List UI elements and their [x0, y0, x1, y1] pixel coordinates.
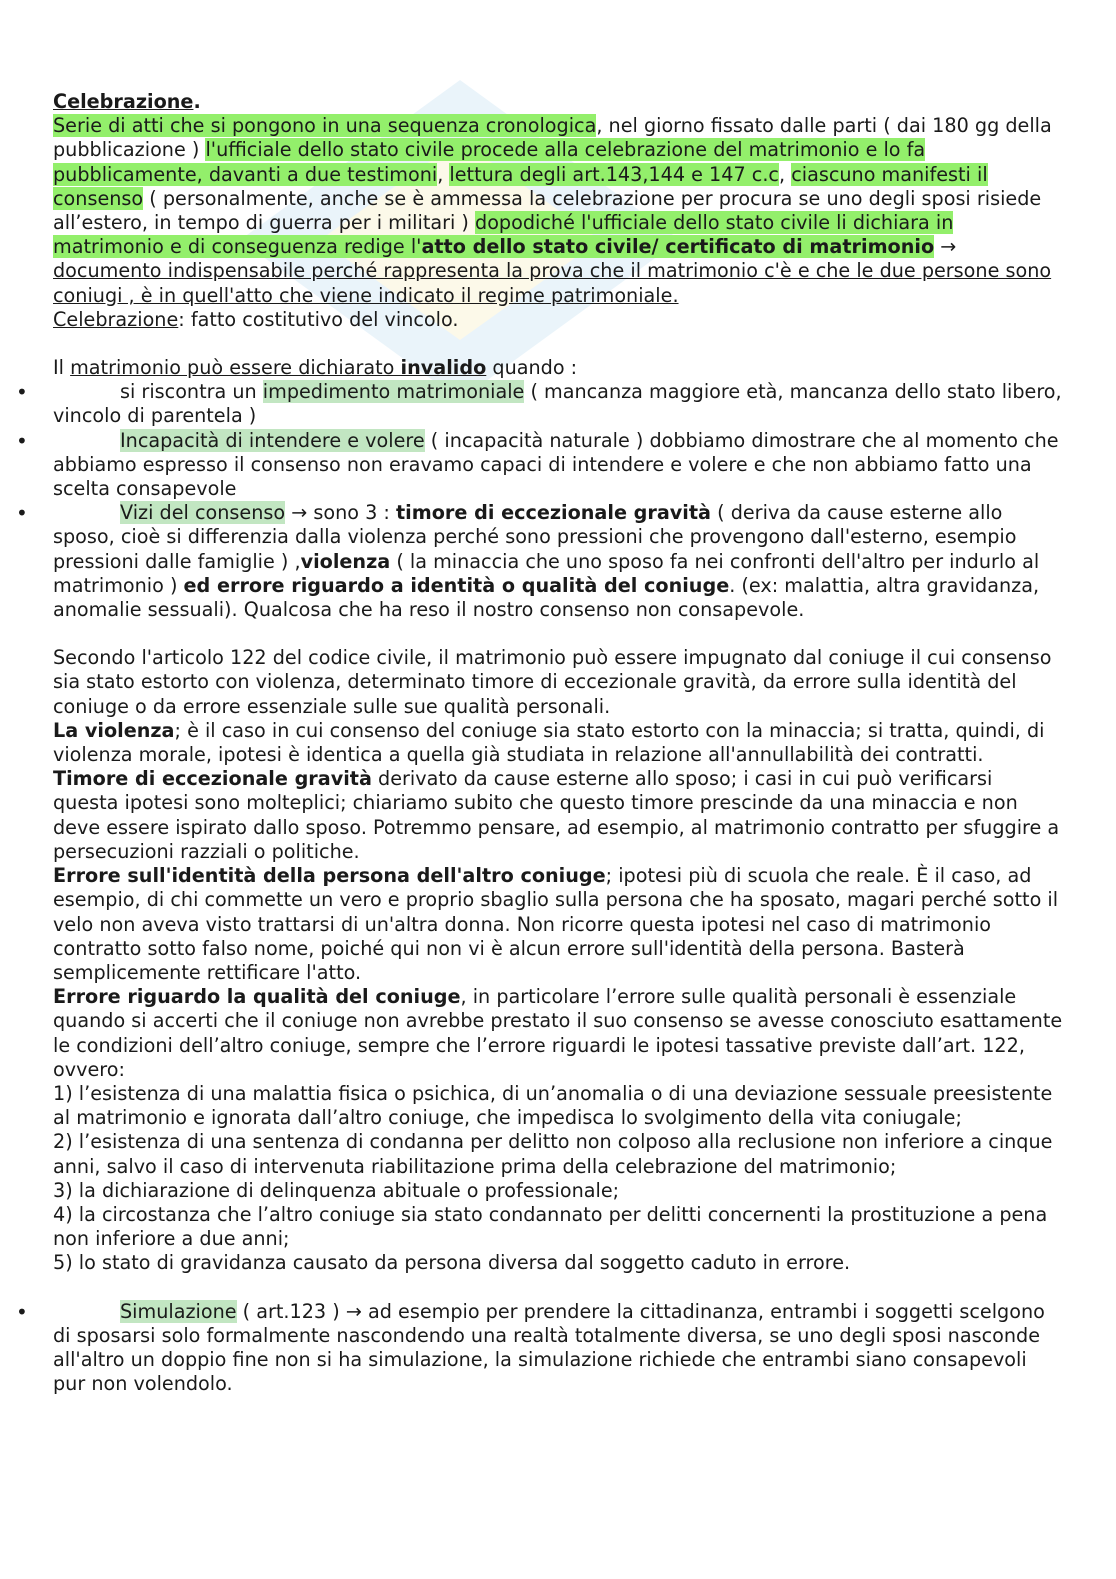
- list-item: 5) lo stato di gravidanza causato da persona diversa dal soggetto caduto in errore.: [53, 1251, 851, 1275]
- bullet-item: • Simulazione ( art.123 ) → ad esempio per prendere la cittadinanza, entrambi i soggetti scelgono di sposarsi solo formalmente nascondendo una realtà totalmente diversa, se uno degli sposi nasconde all'altro un doppio fine non si ha simulazione, la simulazione richiede che entrambi siano consapevoli pur non volendolo.: [16, 1299, 1045, 1396]
- highlight: Simulazione: [120, 1299, 237, 1323]
- list-item: 3) la dichiarazione di delinquenza abituale o professionale;: [53, 1178, 620, 1202]
- paragraph-timore: Timore di eccezionale gravità derivato da cause esterne allo sposo; i casi in cui può verificarsi questa ipotesi sono molteplici; chiariamo subito che questo timore prescinde da una minaccia e non deve essere ispirato dallo sposo. Potremmo pensare, ad esempio, al matrimonio contratto per sfuggire a persecuzioni razziali o politiche.: [53, 767, 1060, 863]
- bullet-icon: •: [16, 1299, 28, 1324]
- bullet-item: • si riscontra un impedimento matrimoniale ( mancanza maggiore età, mancanza dello stato libero, vincolo di parentela ): [16, 380, 1062, 428]
- bullet-icon: •: [16, 428, 28, 453]
- list-item: 1) l’esistenza di una malattia fisica o psichica, di un’anomalia o di una deviazione sessuale preesistente al matrimonio e ignorata dall’altro coniuge, che impedisca lo svolgimento della vita coniugale;: [53, 1081, 1053, 1130]
- paragraph-errore-qualita: Errore riguardo la qualità del coniuge, in particolare l’errore sulle qualità personali è essenziale quando si accerti che il coniuge non avrebbe prestato il suo consenso se avesse conosciuto esattamente le condizioni dell’altro coniuge, sempre che l’errore riguardi le ipotesi tassative previste dall’art. 122, ovvero:: [53, 985, 1063, 1081]
- paragraph-invalido: Il matrimonio può essere dichiarato invalido quando :: [53, 356, 578, 380]
- paragraph-art122: Secondo l'articolo 122 del codice civile, il matrimonio può essere impugnato dal coniuge il cui consenso sia stato estorto con violenza, determinato timore di eccezionale gravità, da errore sulla identità del coniuge o da errore essenziale sulle sue qualità personali.: [53, 646, 1052, 718]
- highlight: lettura degli art.143,144 e 147 c.c: [449, 162, 779, 186]
- list-item: 4) la circostanza che l’altro coniuge sia stato condannato per delitti concernenti la prostituzione a pena non inferiore a due anni;: [53, 1202, 1048, 1251]
- highlight: ciascuno manifesti il consenso: [53, 162, 988, 210]
- paragraph-violenza: La violenza; è il caso in cui consenso del coniuge sia stato estorto con la minaccia; si tratta, quindi, di violenza morale, ipotesi è identica a quella già studiata in relazione all'annullabilità dei contratti.: [53, 718, 1045, 767]
- paragraph-celebrazione: Serie di atti che si pongono in una sequenza cronologica, nel giorno fissato dalle parti ( dai 180 gg della pubblicazione ) l'ufficiale dello stato civile procede alla celebrazione del matrimonio e lo fa pubblicamente, davanti a due testimoni, lettura degli art.143,144 e 147 c.c, ciascuno manifesti il consenso ( personalmente, anche se è ammessa la celebrazione per procura se uno degli sposi risiede all’estero, in tempo di guerra per i militari ) dopodiché l'ufficiale dello stato civile li dichiara in matrimonio e di conseguenza redige l'atto dello stato civile/ certificato di matrimonio → documento indispensabile perché rappresenta la prova che il matrimonio c'è e che le due persone sono coniugi , è in quell'atto che viene indicato il regime patrimoniale. Celebrazione: fatto costitutivo del vincolo.: [53, 114, 1052, 331]
- highlight: Vizi del consenso: [120, 501, 286, 525]
- bullet-item: • Vizi del consenso → sono 3 : timore di eccezionale gravità ( deriva da cause esterne allo sposo, cioè si differenzia dalla violenza perché sono pressioni che provengono dall'esterno, esempio pressioni dalle famiglie ) ,violenza ( la minaccia che uno sposo fa nei confronti dell'altro per indurlo al matrimonio ) ed errore riguardo a identità o qualità del coniuge. (ex: malattia, altra gravidanza, anomalie sessuali). Qualcosa che ha reso il nostro consenso non consapevole.: [16, 501, 1040, 622]
- highlight: Serie di atti che si pongono in una sequenza cronologica: [53, 114, 597, 138]
- section-title: Celebrazione.: [53, 90, 201, 113]
- highlight: impedimento matrimoniale: [262, 380, 525, 404]
- highlight: Incapacità di intendere e volere: [120, 428, 425, 452]
- underlined-text: documento indispensabile perché rappresenta la prova che il matrimonio c'è e che le due persone sono coniugi , è in quell'atto che viene indicato il regime patrimoniale.: [53, 259, 1052, 307]
- bullet-icon: •: [16, 380, 28, 405]
- highlight: dopodiché l'ufficiale dello stato civile li dichiara in matrimonio e di conseguenza redige l'atto dello stato civile/ certificato di matrimonio: [53, 211, 954, 259]
- list-item: 2) l’esistenza di una sentenza di condanna per delitto non colposo alla reclusione non inferiore a cinque anni, salvo il caso di intervenuta riabilitazione prima della celebrazione del matrimonio;: [53, 1130, 1053, 1178]
- underlined-term: Celebrazione: [53, 307, 179, 331]
- bullet-item: • Incapacità di intendere e volere ( incapacità naturale ) dobbiamo dimostrare che al momento che abbiamo espresso il consenso non eravamo capaci di intendere e volere e che non abbiamo fatto una scelta consapevole: [16, 428, 1059, 501]
- highlight: l'ufficiale dello stato civile procede alla celebrazione del matrimonio e lo fa pubblicamente, davanti a due testimoni: [53, 138, 926, 186]
- paragraph-errore-identita: Errore sull'identità della persona dell'altro coniuge; ipotesi più di scuola che reale. È il caso, ad esempio, di chi commette un vero e proprio sbaglio sulla persona che ha sposato, magari perché sotto il velo non aveva visto trattarsi di un'altra donna. Non ricorre questa ipotesi nel caso di matrimonio contratto sotto falso nome, poiché qui non vi è alcun errore sull'identità della persona. Basterà semplicemente rettificare l'atto.: [53, 864, 1059, 984]
- bullet-icon: •: [16, 501, 28, 526]
- document-body: [16, 90, 1063, 1396]
